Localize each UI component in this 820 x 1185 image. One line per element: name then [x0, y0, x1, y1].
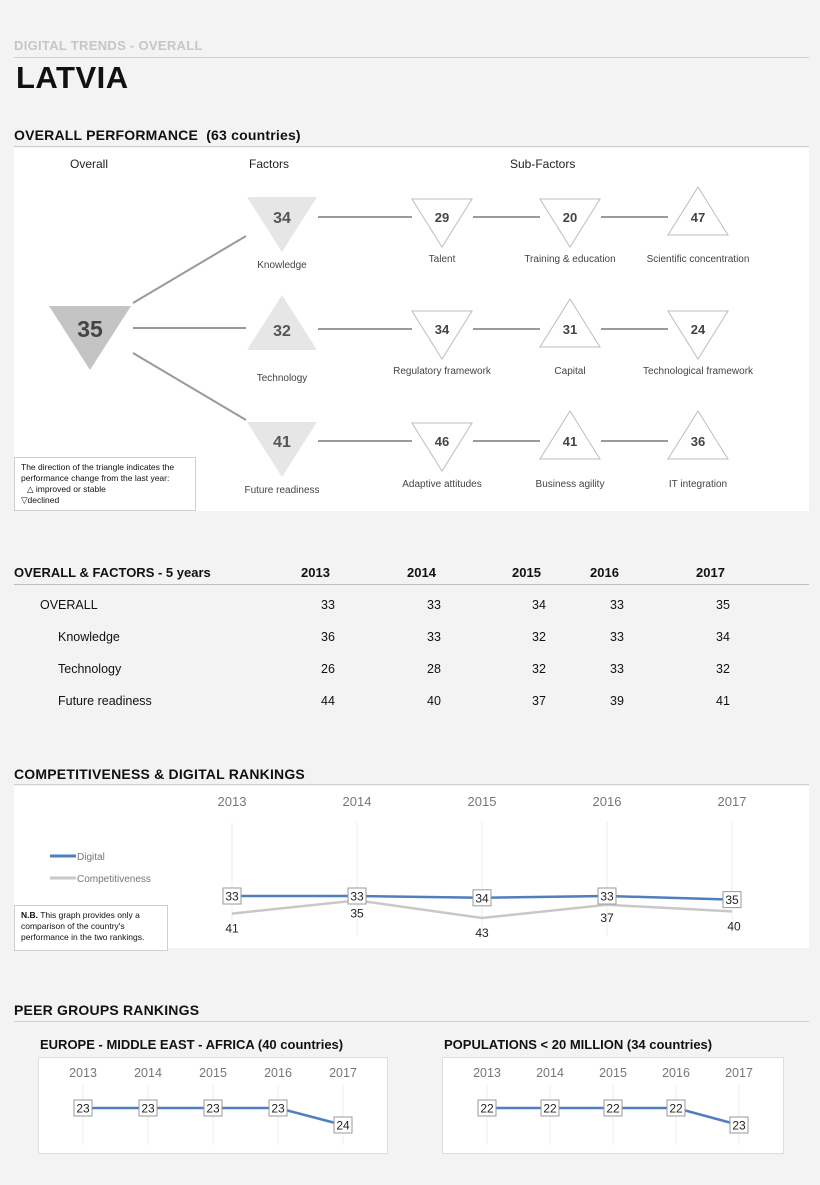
competitiveness-value-label: 37	[600, 910, 614, 925]
competitiveness-value-label: 43	[475, 926, 489, 940]
digital-value-label: 33	[225, 889, 239, 904]
table-cell-value: 36	[321, 630, 335, 644]
knowledge-label: Knowledge	[257, 260, 307, 271]
technology-label: Technology	[256, 373, 308, 384]
technological-framework-label: Technological framework	[642, 366, 754, 377]
table-cell-value: 32	[532, 662, 546, 676]
training-rank: 20	[562, 210, 578, 225]
col-head-factors: Factors	[249, 157, 290, 171]
table-cell-value: 33	[321, 598, 335, 612]
peer-group-2-chart	[442, 1057, 784, 1154]
table-row-label: Future readiness	[58, 694, 152, 708]
report-tag: DIGITAL TRENDS - OVERALL	[14, 38, 203, 53]
table-cell-value: 33	[610, 662, 624, 676]
peer-value-label: 23	[141, 1101, 155, 1116]
scientific-rank: 47	[690, 210, 706, 225]
technological-framework-rank: 24	[690, 322, 706, 337]
table-cell-value: 35	[716, 598, 730, 612]
peer-value-label: 22	[543, 1101, 557, 1116]
table-cell-value: 32	[532, 630, 546, 644]
table-cell-value: 26	[321, 662, 335, 676]
competitiveness-value-label: 35	[350, 906, 364, 921]
legend-digital-label: Digital	[77, 852, 105, 863]
table-cell-value: 28	[427, 662, 441, 676]
talent-rank: 29	[434, 210, 450, 225]
digital-value-label: 33	[350, 889, 364, 904]
peer-value-label: 24	[336, 1118, 350, 1133]
peer-group-1-title: EUROPE - MIDDLE EAST - AFRICA (40 countries)	[40, 1037, 344, 1052]
peer-divider	[14, 1021, 809, 1022]
knowledge-rank: 34	[273, 210, 291, 227]
rankings-title: COMPETITIVENESS & DIGITAL RANKINGS	[14, 766, 305, 782]
year-head-2016: 2016	[590, 565, 619, 580]
note-text-2: comparison of the country's	[21, 921, 125, 931]
capital-label: Capital	[554, 366, 586, 377]
peer-value-label: 22	[480, 1101, 494, 1116]
overall-rank: 35	[77, 316, 103, 342]
scientific-label: Scientific concentration	[646, 254, 750, 265]
x-tick-label: 2014	[536, 1066, 564, 1080]
peer-value-label: 23	[206, 1101, 220, 1116]
table-row-label: Technology	[58, 662, 122, 676]
legend-declined: ▽declined	[21, 495, 60, 505]
peer-value-label: 23	[732, 1118, 746, 1133]
connector-future	[133, 353, 246, 420]
table-divider	[14, 584, 809, 585]
digital-value-label: 35	[725, 893, 739, 908]
x-tick-label: 2016	[592, 794, 622, 809]
peer-value-label: 23	[271, 1101, 285, 1116]
x-tick-label: 2015	[199, 1066, 227, 1080]
year-head-2015: 2015	[512, 565, 541, 580]
legend-competitiveness-label: Competitiveness	[77, 874, 151, 885]
x-tick-label: 2015	[599, 1066, 627, 1080]
table-row-label: Knowledge	[58, 630, 120, 644]
peer-value-label: 22	[606, 1101, 620, 1116]
note-text-1: This graph provides only a	[38, 910, 140, 920]
digital-value-label: 33	[600, 889, 614, 904]
col-head-overall: Overall	[70, 157, 109, 171]
note-bold: N.B.	[21, 910, 38, 920]
capital-rank: 31	[562, 322, 578, 337]
table-cell-value: 33	[610, 598, 624, 612]
rankings-divider	[14, 784, 809, 785]
x-tick-label: 2013	[217, 794, 247, 809]
table-cell-value: 33	[610, 630, 624, 644]
future-readiness-label: Future readiness	[244, 485, 320, 496]
rankings-chart	[0, 786, 820, 951]
table-cell-value: 44	[321, 694, 335, 708]
overall-performance-countries: (63 countries)	[206, 127, 301, 143]
x-tick-label: 2017	[329, 1066, 357, 1080]
future-readiness-rank: 41	[273, 434, 291, 451]
table-cell-value: 41	[716, 694, 730, 708]
x-tick-label: 2015	[467, 794, 497, 809]
business-agility-rank: 41	[562, 434, 578, 449]
competitiveness-value-label: 41	[225, 921, 239, 936]
x-tick-label: 2013	[69, 1066, 97, 1080]
table-cell-value: 32	[716, 662, 730, 676]
x-tick-label: 2016	[662, 1066, 690, 1080]
it-integration-label: IT integration	[668, 479, 728, 490]
x-tick-label: 2016	[264, 1066, 292, 1080]
business-agility-label: Business agility	[535, 479, 605, 490]
subfactor-connectors	[318, 217, 668, 441]
year-head-2014: 2014	[407, 565, 436, 580]
it-integration-rank: 36	[690, 434, 706, 449]
table-cell-value: 33	[427, 598, 441, 612]
year-head-2017: 2017	[696, 565, 725, 580]
technology-rank: 32	[273, 323, 291, 340]
country-title: LATVIA	[16, 60, 129, 95]
peer-title: PEER GROUPS RANKINGS	[14, 1002, 200, 1018]
peer-value-label: 23	[76, 1101, 90, 1116]
adaptive-label: Adaptive attitudes	[402, 479, 482, 490]
x-tick-label: 2014	[342, 794, 372, 809]
table-cell-value: 37	[532, 694, 546, 708]
digital-value-label: 34	[475, 891, 489, 906]
table-cell-value: 34	[532, 598, 546, 612]
table-cell-value: 40	[427, 694, 441, 708]
x-tick-label: 2017	[717, 794, 747, 809]
peer-group-2-title: POPULATIONS < 20 MILLION (34 countries)	[444, 1037, 713, 1052]
note-text-3: performance in the two rankings.	[21, 932, 145, 942]
legend-line-2: performance change from the last year:	[21, 473, 170, 483]
regulatory-rank: 34	[434, 322, 450, 337]
table-cell-value: 34	[716, 630, 730, 644]
peer-value-label: 22	[669, 1101, 683, 1116]
peer-group-1-chart	[38, 1057, 388, 1154]
table-cell-value: 39	[610, 694, 624, 708]
triangle-legend	[14, 457, 196, 511]
legend-improved: △ improved or stable	[27, 484, 106, 494]
adaptive-rank: 46	[434, 434, 450, 449]
legend-line-1: The direction of the triangle indicates the	[21, 462, 175, 472]
x-tick-label: 2014	[134, 1066, 162, 1080]
col-head-subfactors: Sub-Factors	[510, 157, 576, 171]
competitiveness-value-label: 40	[727, 919, 741, 934]
five-years-title: OVERALL & FACTORS - 5 years	[14, 565, 211, 580]
x-tick-label: 2017	[725, 1066, 753, 1080]
talent-label: Talent	[428, 254, 456, 265]
regulatory-label: Regulatory framework	[393, 366, 491, 377]
year-head-2013: 2013	[301, 565, 330, 580]
x-tick-label: 2013	[473, 1066, 501, 1080]
training-label: Training & education	[524, 254, 616, 265]
table-cell-value: 33	[427, 630, 441, 644]
overall-performance-title: OVERALL PERFORMANCE	[14, 127, 198, 143]
table-row-label: OVERALL	[40, 598, 98, 612]
